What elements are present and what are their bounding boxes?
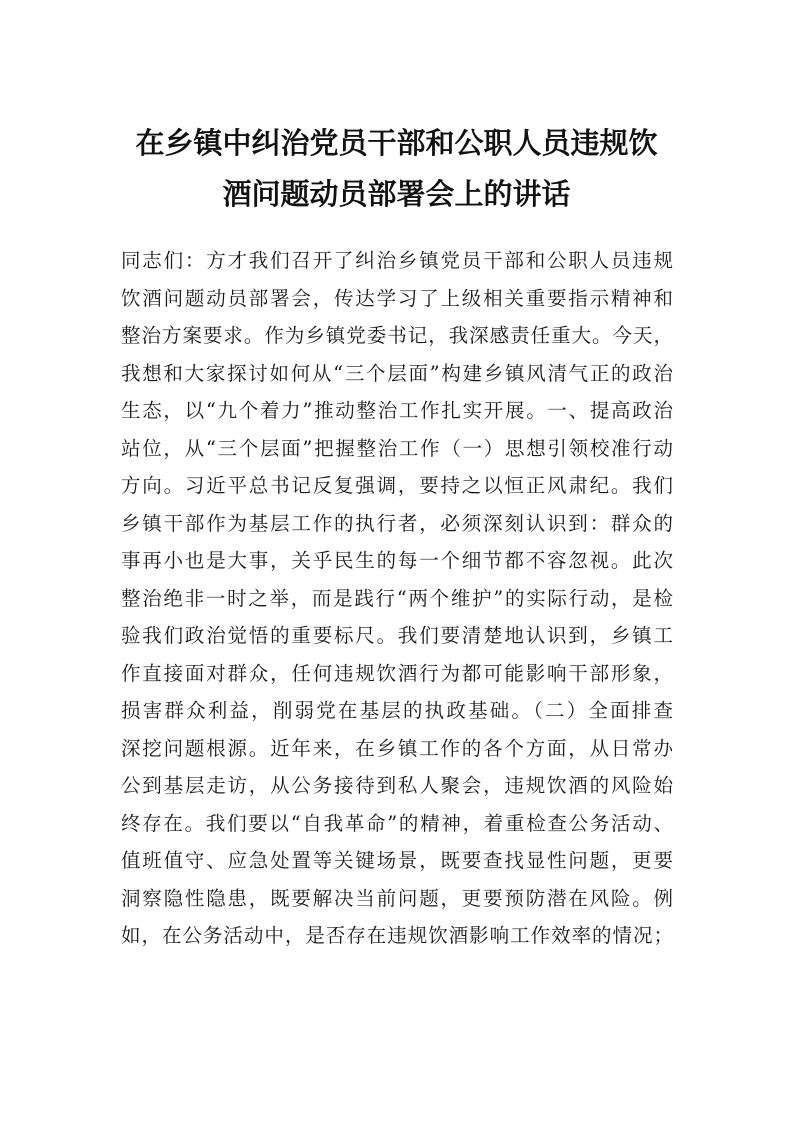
body-line-4: 我想和大家探讨如何从“三个层面”构建乡镇风清气正的政治 (121, 361, 673, 385)
body-line-12: 作直接面对群众，任何违规饮酒行为都可能影响干部形象， (121, 661, 673, 685)
body-line-6: 站位，从“三个层面”把握整治工作（一）思想引领校准行动 (121, 436, 673, 460)
body-line-14: 深挖问题根源。近年来，在乡镇工作的各个方面，从日常办 (121, 736, 673, 760)
body-line-3: 整治方案要求。作为乡镇党委书记，我深感责任重大。今天， (121, 324, 673, 347)
title-line-1: 在乡镇中纠治党员干部和公职人员违规饮 (135, 126, 658, 160)
body-line-11: 验我们政治觉悟的重要标尺。我们要清楚地认识到，乡镇工 (121, 624, 673, 647)
body-line-13: 损害群众利益，削弱党在基层的执政基础。（二）全面排查 (121, 699, 673, 722)
body-line-16: 终存在。我们要以“自我革命”的精神，着重检查公务活动、 (121, 811, 673, 835)
speech-body (121, 242, 673, 955)
body-line-7: 方向。习近平总书记反复强调，要持之以恒正风肃纪。我们 (121, 474, 673, 497)
document-title (100, 118, 693, 220)
body-line-19: 如，在公务活动中，是否存在违规饮酒影响工作效率的情况； (121, 924, 673, 947)
body-line-15: 公到基层走访，从公务接待到私人聚会，违规饮酒的风险始 (121, 774, 673, 797)
body-line-1: 同志们：方才我们召开了纠治乡镇党员干部和公职人员违规 (121, 249, 673, 272)
body-line-2: 饮酒问题动员部署会，传达学习了上级相关重要指示精神和 (121, 286, 673, 310)
body-line-17: 值班值守、应急处置等关键场景，既要查找显性问题，更要 (121, 849, 673, 872)
body-line-5: 生态，以“九个着力”推动整治工作扎实开展。一、提高政治 (121, 399, 673, 422)
body-line-8: 乡镇干部作为基层工作的执行者，必须深刻认识到：群众的 (121, 511, 673, 535)
body-line-18: 洞察隐性隐患，既要解决当前问题，更要预防潜在风险。例 (121, 886, 673, 910)
body-line-10: 整治绝非一时之举，而是践行“两个维护”的实际行动，是检 (121, 586, 673, 610)
title-line-2: 酒问题动员部署会上的讲话 (222, 177, 571, 211)
body-line-9: 事再小也是大事，关乎民生的每一个细节都不容忽视。此次 (121, 549, 673, 572)
